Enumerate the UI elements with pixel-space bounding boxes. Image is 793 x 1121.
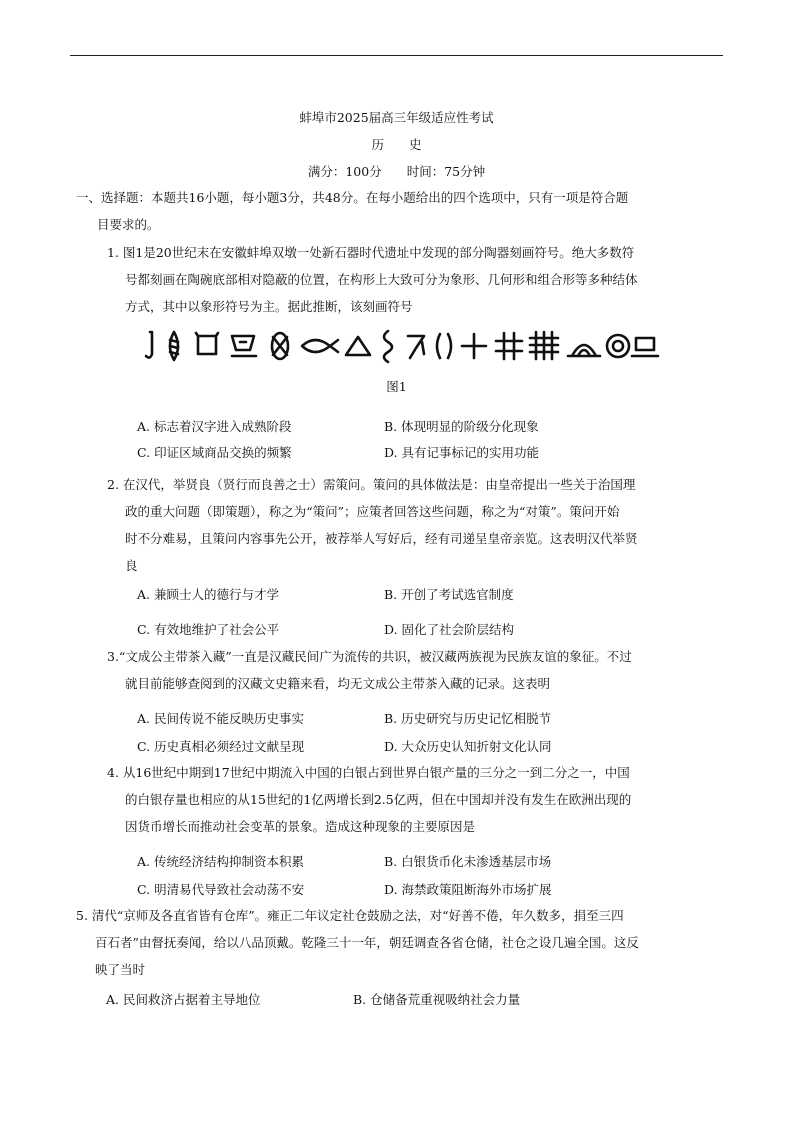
q1-line: 号都刻画在陶碗底部相对隐蔽的位置，在构形上大致可分为象形、几何形和组合形等多种结体 [125,272,638,287]
q2-option-a[interactable]: A. 兼顾士人的德行与才学 [137,587,279,602]
q1-option-d[interactable]: D. 具有记事标记的实用功能 [384,445,540,460]
q4-option-d[interactable]: D. 海禁政策阻断海外市场扩展 [384,882,552,897]
symbol-frame [196,333,218,354]
symbol-plus [462,334,486,358]
symbol-comb [530,332,558,359]
symbol-trestle [632,338,658,356]
symbol-fish-arrow [302,340,338,352]
q2-line: 政的重大问题（即策题），称之为“策问”；应策者回答这些问题，称之为“对策”。策问开始 [125,504,620,519]
q2-line: 良 [125,558,138,573]
q5-line: 百石者”由督抚奏闻，给以八品顶戴。乾隆三十一年，朝廷调查各省仓储，社仓之设几遍全国。这反 [95,935,639,950]
exam-meta: 满分：100分 时间：75分钟 [307,164,486,179]
top-rule [70,55,723,56]
q4-option-a[interactable]: A. 传统经济结构抑制资本积累 [137,854,304,869]
section-heading: 一、选择题：本题共16小题，每小题3分，共48分。在每小题给出的四个选项中，只有一项是符合题 [76,190,629,205]
q3-option-d[interactable]: D. 大众历史认知折射文化认同 [384,739,552,754]
q4-option-b[interactable]: B. 白银货币化未渗透基层市场 [384,854,552,869]
symbol-triangle [346,337,370,355]
q2-option-d[interactable]: D. 固化了社会阶层结构 [384,622,515,637]
symbol-paren [437,334,451,358]
q2-option-c[interactable]: C. 有效地维护了社会公平 [137,622,280,637]
q3-option-a[interactable]: A. 民间传说不能反映历史事实 [137,711,304,726]
q2-line: 2. 在汉代，举贤良（贤行而良善之士）需策问。策问的具体做法是：由皇帝提出一些关于治国理 [107,477,636,492]
symbol-basket [232,336,256,356]
q5-line: 映了当时 [95,962,146,977]
q3-line: 就目前能够查阅到的汉藏文史籍来看，均无文成公主带茶入藏的记录。这表明 [125,676,551,691]
q1-option-a[interactable]: A. 标志着汉字进入成熟阶段 [137,419,292,434]
symbol-rope [384,331,392,362]
symbol-hook [146,332,152,358]
q4-line: 因货币增长而推动社会变革的景象。造成这种现象的主要原因是 [125,819,476,834]
symbol-circles [607,335,629,357]
q2-option-b[interactable]: B. 开创了考试选官制度 [384,587,514,602]
symbol-bent [408,336,424,358]
symbol-oval-net [272,333,288,359]
q4-option-c[interactable]: C. 明清易代导致社会动荡不安 [137,882,305,897]
q3-line: 3.“文成公主带茶入藏”一直是汉藏民间广为流传的共识，被汉藏两族视为民族友谊的象征。不过 [107,649,632,664]
q4-line: 的白银存量也相应的从15世纪的1亿两增长到2.5亿两，但在中国却并没有发生在欧洲出现的 [125,792,632,807]
q1-line: 1. 图1是20世纪末在安徽蚌埠双墩一处新石器时代遗址中发现的部分陶器刻画符号。绝大多数符 [107,245,635,260]
q3-option-b[interactable]: B. 历史研究与历史记忆相脱节 [384,711,552,726]
figure-caption: 图1 [386,379,407,394]
section-heading-cont: 目要求的。 [97,217,160,232]
q3-option-c[interactable]: C. 历史真相必须经过文献呈现 [137,739,305,754]
subject-title: 历 史 [371,137,422,152]
q1-option-c[interactable]: C. 印证区域商品交换的频繁 [137,445,292,460]
symbol-hash [496,333,522,359]
pottery-symbols-figure [140,328,660,364]
symbol-fish [170,332,178,360]
symbol-mound [568,345,600,356]
q5-option-b[interactable]: B. 仓储备荒重视吸纳社会力量 [353,992,521,1007]
exam-title: 蚌埠市2025届高三年级适应性考试 [299,110,494,125]
q1-option-b[interactable]: B. 体现明显的阶级分化现象 [384,419,539,434]
q2-line: 时不分难易，且策问内容事先公开，被荐举人写好后，经有司递呈皇帝亲览。这表明汉代举贤 [125,531,638,546]
q1-line: 方式，其中以象形符号为主。据此推断，该刻画符号 [125,299,413,314]
pottery-symbols-svg [140,328,660,364]
q4-line: 4. 从16世纪中期到17世纪中期流入中国的白银占到世界白银产量的三分之一到二分之一，中国 [107,765,630,780]
q5-line: 5. 清代“京师及各直省皆有仓库”。雍正二年议定社仓鼓励之法，对“好善不倦，年久数多，捐至三四 [76,908,624,923]
q5-option-a[interactable]: A. 民间救济占据着主导地位 [106,992,261,1007]
